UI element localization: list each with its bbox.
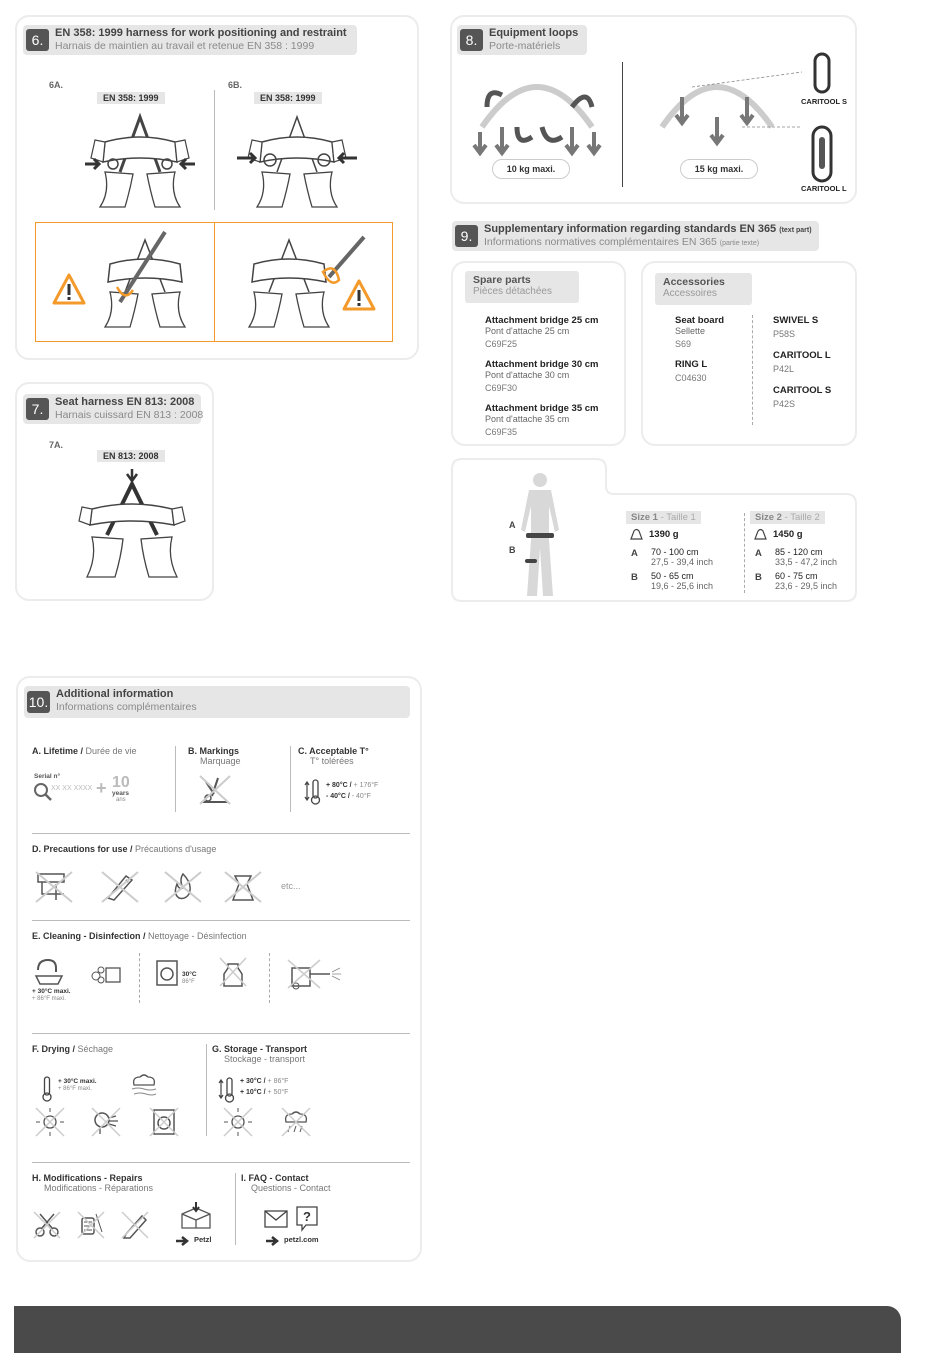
figure-label-7a: 7A. <box>49 440 64 450</box>
seat-harness-drawing-icon <box>77 469 187 581</box>
section-title: Supplementary information regarding standards EN 365 <box>484 223 777 235</box>
warning-icon <box>52 273 86 305</box>
measure-a-label: A <box>509 520 516 530</box>
section-subtitle: Porte-matériels <box>489 40 561 52</box>
list-item: SWIVEL S P58S <box>773 315 819 339</box>
washing-machine-icon <box>156 960 178 986</box>
caritool-l-label: CARITOOL L <box>801 184 847 193</box>
no-hair-dryer-icon <box>90 1106 126 1138</box>
section-subtitle: Informations complémentaires <box>56 701 197 713</box>
drying-heading: F. Drying / Séchage <box>32 1044 114 1054</box>
size-1-weight: 1390 g <box>649 529 679 540</box>
faq-heading: I. FAQ - Contact Questions - Contact <box>241 1173 331 1193</box>
list-item: Attachment bridge 35 cm Pont d'attache 35 cm C69F35 <box>485 403 599 437</box>
storage-temp-high: + 30°C / + 86°F <box>240 1078 289 1085</box>
warning-icon <box>342 279 376 311</box>
section-title: Equipment loops <box>489 27 579 39</box>
no-cut-icon <box>100 870 140 904</box>
magnifier-icon <box>33 782 53 802</box>
standard-badge-7a: EN 813: 2008 <box>97 450 165 462</box>
section-8-header <box>457 25 587 55</box>
section-subtitle: Harnais cuissard EN 813 : 2008 <box>55 409 204 421</box>
size-1-a: 70 - 100 cm 27,5 - 39,4 inch <box>651 547 714 567</box>
list-item: Seat board Sellette S69 <box>675 315 725 349</box>
thermometer-icon <box>304 778 322 806</box>
section-10-panel: 10. Additional information Informations complémentaires A. Lifetime / Durée de vie Serial n° XX XX XXXX + 10 years ans B. Markings Marquage C. Acceptable T° T° tolérées + 80°C / + 176°F - 40°C / - 40°F D. Precautions for use / Précautions d'usage etc... E. Cleaning - Disinfection / Nettoyage - Désinfection + 30°C maxi. + 86°F maxi. 30°C 86°F F. Drying / Séchage + 30°C maxi. + 86°F maxi. G. Storage - Transport Stockage - transport + 30°C / + 86°F + 10°C / + 50°F H. Modifications - Repairs Modifications - Réparations Petzl I. FAQ - Contact Questions - Contact ? petzl.com <box>16 676 422 1262</box>
measure-b-label: B <box>509 545 516 555</box>
sizes-panel: A B Size 1 - Taille 1 1390 g A 70 - 100 cm 27,5 - 39,4 inch B 50 - 65 cm 19,6 - 25,6 inch Size 2 - Taille 2 1450 g A 85 - 120 cm 33,5 - 47,2 inch B 60 - 75 cm 23,6 - 29,5 inch <box>450 458 858 603</box>
question-icon <box>296 1206 318 1232</box>
no-chemical-icon <box>223 870 263 904</box>
temp-low: - 40°C / - 40°F <box>326 793 371 800</box>
hand-wash-icon <box>34 956 64 986</box>
figure-label-6b: 6B. <box>228 80 243 90</box>
accessories-subtitle: Accessoires <box>663 288 717 299</box>
modifications-heading: H. Modifications - Repairs Modifications - Réparations <box>32 1173 154 1193</box>
harness-drawing-icon <box>237 112 357 212</box>
no-tumble-dryer-icon <box>148 1106 180 1138</box>
section-7-header <box>23 394 204 424</box>
arrow-right-icon <box>176 1236 190 1246</box>
website-label: petzl.com <box>284 1235 319 1244</box>
spare-parts-title: Spare parts <box>473 274 531 286</box>
air-dry-icon <box>128 1073 158 1099</box>
list-item: CARITOOL L P42L <box>773 350 831 374</box>
list-item: CARITOOL S P42S <box>773 385 832 409</box>
list-item: Attachment bridge 25 cm Pont d'attache 25 cm C69F25 <box>485 315 599 349</box>
mail-icon <box>264 1210 288 1228</box>
no-pressure-washer-icon <box>286 958 342 990</box>
no-rain-icon <box>280 1106 312 1138</box>
brand-label: Petzl <box>194 1235 212 1244</box>
caritool-s-label: CARITOOL S <box>801 97 847 106</box>
cleaning-heading: E. Cleaning - Disinfection / Nettoyage - Désinfection <box>32 931 247 941</box>
size-2-badge: Size 2 - Taille 2 <box>750 511 825 524</box>
weight-icon <box>630 528 643 540</box>
thermometer-icon <box>218 1076 236 1104</box>
lifetime-heading: A. Lifetime / Durée de vie <box>32 746 137 756</box>
arrow-right-icon <box>266 1236 280 1246</box>
load-label-left: 10 kg maxi. <box>492 159 570 179</box>
precautions-heading: D. Precautions for use / Précautions d'usage <box>32 844 217 854</box>
standard-badge-6b: EN 358: 1999 <box>254 92 322 104</box>
section-title: Additional information <box>56 688 174 700</box>
section-6-panel <box>15 15 419 360</box>
harness-drawing-icon <box>85 112 195 212</box>
accessories-title: Accessories <box>663 276 725 288</box>
list-item: Attachment bridge 30 cm Pont d'attache 30 cm C69F30 <box>485 359 599 393</box>
section-subtitle: Harnais de maintien au travail et retenue EN 358 : 1999 <box>55 40 315 52</box>
standard-badge-6a: EN 358: 1999 <box>97 92 165 104</box>
size-1-badge: Size 1 - Taille 1 <box>626 511 701 524</box>
section-title: Seat harness EN 813: 2008 <box>55 396 195 408</box>
markings-heading: B. Markings Marquage <box>188 746 241 766</box>
size-2-b: 60 - 75 cm 23,6 - 29,5 inch <box>775 571 838 591</box>
size-2-weight: 1450 g <box>773 529 803 540</box>
svg-text:?: ? <box>303 1209 311 1224</box>
spare-parts-subtitle: Pièces détachées <box>473 286 552 297</box>
list-item: RING L C04630 <box>675 359 708 383</box>
weight-icon <box>754 528 767 540</box>
section-number: 6. <box>26 29 49 51</box>
no-pen-icon <box>120 1210 150 1240</box>
temp-high: + 80°C / + 176°F <box>326 782 379 789</box>
no-marking-icon <box>198 774 232 806</box>
no-sun-icon <box>222 1106 254 1138</box>
section-number: 7. <box>26 398 49 420</box>
harness-drawing-icon <box>239 232 349 332</box>
harness-drawing-icon <box>95 232 195 332</box>
detergent-icon <box>90 962 122 986</box>
return-box-icon <box>178 1202 214 1232</box>
section-6-header <box>23 25 357 55</box>
section-number: 9. <box>455 225 478 247</box>
precautions-etc: etc... <box>281 881 301 891</box>
section-title-note: (text part) <box>779 227 812 234</box>
section-7-panel <box>15 382 214 601</box>
section-10-header <box>24 686 410 718</box>
size-2-a: 85 - 120 cm 33,5 - 47,2 inch <box>775 547 838 567</box>
section-title: EN 358: 1999 harness for work positioning and restraint <box>55 27 347 39</box>
disinfectant-icon <box>218 956 248 988</box>
section-number: 10. <box>27 691 50 713</box>
thermometer-icon <box>42 1076 52 1102</box>
no-crush-icon <box>34 870 74 904</box>
accessories-panel <box>641 261 857 446</box>
footer-bar <box>14 1306 901 1353</box>
section-9-header <box>452 221 819 251</box>
no-sewing-icon <box>76 1210 106 1240</box>
section-subtitle-note: (partie texte) <box>719 240 760 247</box>
storage-temp-low: + 10°C / + 50°F <box>240 1089 289 1096</box>
section-8-panel <box>450 15 857 204</box>
section-number: 8. <box>460 29 483 51</box>
size-1-b: 50 - 65 cm 19,6 - 25,6 inch <box>651 571 714 591</box>
temperature-heading: C. Acceptable T° T° tolérées <box>298 746 369 766</box>
no-fire-icon <box>163 870 203 904</box>
figure-label-6a: 6A. <box>49 80 64 90</box>
carabiner-icon <box>810 125 834 183</box>
load-label-right: 15 kg maxi. <box>680 159 758 179</box>
spare-parts-panel <box>451 261 626 446</box>
no-sun-icon <box>34 1106 66 1138</box>
section-subtitle: Informations normatives complémentaires EN 365 <box>484 236 717 248</box>
storage-heading: G. Storage - Transport Stockage - transport <box>212 1044 308 1064</box>
carabiner-icon <box>812 52 832 94</box>
body-silhouette-icon <box>515 470 565 598</box>
no-scissors-icon <box>32 1210 62 1240</box>
